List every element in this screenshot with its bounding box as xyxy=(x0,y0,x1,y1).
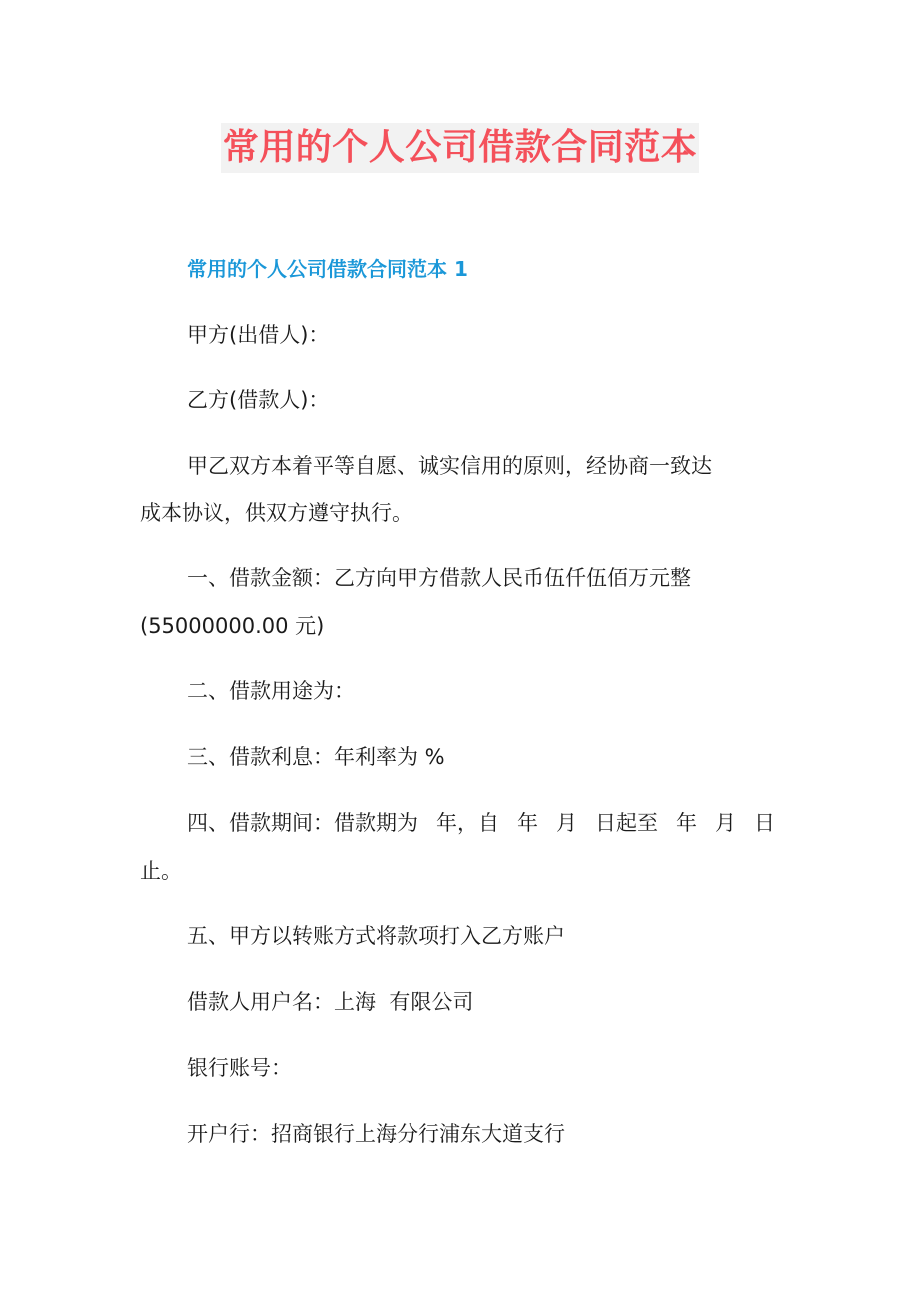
clause-4-part: 年 xyxy=(517,811,538,835)
clause-1-line-1: 一、借款金额：乙方向甲方借款人民币伍仟伍佰万元整 xyxy=(187,566,691,590)
account-name-line: 借款人用户名：上海 有限公司 xyxy=(187,990,474,1014)
preamble-line-1: 甲乙双方本着平等自愿、诚实信用的原则，经协商一致达 xyxy=(187,454,712,478)
clause-4-part: 年 xyxy=(676,811,697,835)
clause-4-part: 月 xyxy=(715,811,736,835)
clause-5: 五、甲方以转账方式将款项打入乙方账户 xyxy=(187,924,565,948)
section-heading: 常用的个人公司借款合同范本 1 xyxy=(187,257,468,281)
clause-3: 三、借款利息：年利率为 % xyxy=(187,745,445,769)
clause-4-part: 年，自 xyxy=(436,811,499,835)
clause-4-part: 日起至 xyxy=(595,811,658,835)
clause-4-part: 日 xyxy=(754,811,775,835)
clause-4-part: 四、借款期间：借款期为 xyxy=(187,811,418,835)
party-b-line: 乙方(借款人)： xyxy=(187,388,330,412)
clause-4-part: 月 xyxy=(556,811,577,835)
title-container xyxy=(0,123,920,173)
clause-4-line-1 xyxy=(187,808,775,838)
document-title: 常用的个人公司借款合同范本 xyxy=(221,123,700,173)
clause-2: 二、借款用途为： xyxy=(187,679,355,703)
bank-branch-line: 开户行：招商银行上海分行浦东大道支行 xyxy=(187,1122,565,1146)
clause-1-line-2: (55000000.00 元) xyxy=(140,614,325,638)
clause-4-line-2: 止。 xyxy=(140,859,182,883)
party-a-line: 甲方(出借人)： xyxy=(187,323,330,347)
preamble-line-2: 成本协议，供双方遵守执行。 xyxy=(140,501,413,525)
bank-account-line: 银行账号： xyxy=(187,1056,292,1080)
